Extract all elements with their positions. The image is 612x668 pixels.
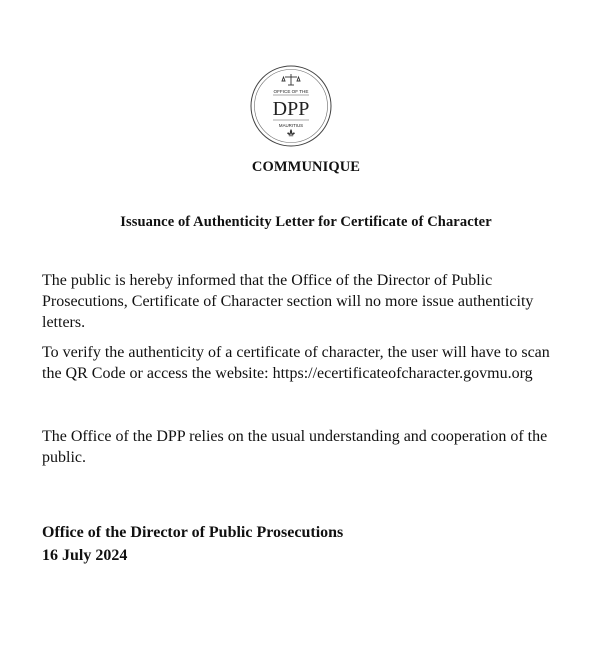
dpp-seal-icon xyxy=(249,64,333,148)
paragraph-cooperation: The Office of the DPP relies on the usual understanding and cooperation of the public. xyxy=(42,428,548,466)
logo-top-text: OFFICE OF THE xyxy=(273,89,309,94)
signature-office: Office of the Director of Public Prosecutions xyxy=(42,524,344,541)
scales-icon xyxy=(282,74,300,85)
fleur-icon xyxy=(287,129,295,136)
subject-heading: Issuance of Authenticity Letter for Certificate of Character xyxy=(120,214,492,230)
logo-main-text: DPP xyxy=(272,98,310,120)
communique-heading: COMMUNIQUE xyxy=(251,159,361,175)
logo-bottom-text: MAURITIUS xyxy=(278,123,304,128)
paragraph-notice: The public is hereby informed that the Office of the Director of Public Prosecutions, Certificate of Character section will no more issue authenticity letters. xyxy=(42,272,534,331)
signature-date: 16 July 2024 xyxy=(42,547,128,564)
paragraph-verify: To verify the authenticity of a certificate of character, the user will have to scan the QR Code or access the website: https://ecertificateofcharacter.govmu.org xyxy=(42,344,550,382)
dpp-logo xyxy=(249,64,333,148)
